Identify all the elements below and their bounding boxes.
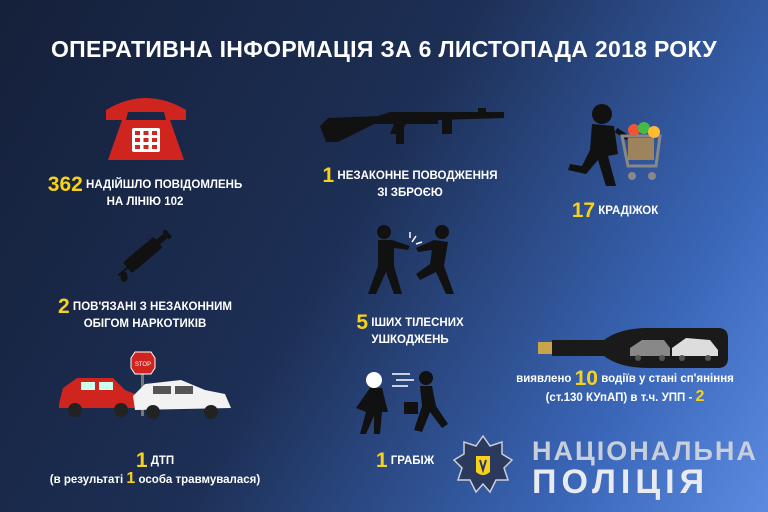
robbery-icon bbox=[352, 368, 452, 443]
logo-line2: ПОЛІЦІЯ bbox=[532, 463, 710, 501]
police-badge-icon bbox=[452, 434, 514, 501]
weapons-label: НЕЗАКОННЕ ПОВОДЖЕННЯ bbox=[337, 170, 498, 182]
fight-icon bbox=[360, 222, 460, 301]
thefts-stat bbox=[550, 200, 680, 221]
drunk-number: 10 bbox=[574, 367, 598, 390]
accidents-line2-suffix: особа травмувалася) bbox=[138, 474, 261, 486]
drunk-upp-number: 2 bbox=[695, 388, 705, 405]
weapons-label-2: ЗІ ЗБРОЄЮ bbox=[377, 187, 443, 199]
injuries-number: 5 bbox=[356, 311, 369, 334]
svg-text:STOP: STOP bbox=[134, 362, 152, 368]
car-crash-icon bbox=[55, 350, 235, 435]
drugs-number: 2 bbox=[58, 295, 70, 318]
calls-label-2: НА ЛІНІЮ 102 bbox=[106, 196, 184, 208]
robbery-label: ГРАБІЖ bbox=[390, 455, 435, 467]
thefts-label: КРАДІЖОК bbox=[598, 205, 659, 217]
drunk-prefix: виявлено bbox=[516, 373, 572, 385]
robbery-stat bbox=[350, 450, 460, 471]
calls-stat bbox=[30, 174, 260, 210]
police-logo-text bbox=[532, 436, 762, 502]
thief-cart-icon bbox=[560, 100, 670, 197]
syringe-icon bbox=[110, 222, 180, 289]
weapons-number: 1 bbox=[322, 164, 335, 187]
page-title: ОПЕРАТИВНА ІНФОРМАЦІЯ ЗА 6 ЛИСТОПАДА 2018 РОКУ bbox=[50, 36, 718, 62]
drunk-stat bbox=[490, 368, 760, 406]
accidents-stat bbox=[25, 450, 285, 488]
injuries-label-2: УШКОДЖЕНЬ bbox=[371, 334, 449, 346]
drugs-stat bbox=[40, 296, 250, 332]
accidents-label: ДТП bbox=[150, 455, 175, 467]
thefts-number: 17 bbox=[571, 199, 596, 222]
accidents-number: 1 bbox=[135, 449, 148, 472]
weapons-stat bbox=[300, 165, 520, 201]
injuries-label: ІШИХ ТІЛЕСНИХ bbox=[371, 317, 464, 329]
drugs-label-2: ОБІГОМ НАРКОТИКІВ bbox=[83, 318, 207, 330]
drugs-label: ПОВ'ЯЗАНІ З НЕЗАКОННИМ bbox=[72, 301, 232, 313]
robbery-number: 1 bbox=[375, 449, 388, 472]
drunk-suffix: водіїв у стані сп'яніння bbox=[601, 373, 734, 385]
injuries-stat bbox=[330, 312, 490, 348]
accidents-line2-prefix: (в результаті bbox=[49, 474, 124, 486]
drunk-line2: (ст.130 КУпАП) в т.ч. УПП - bbox=[545, 392, 693, 404]
logo-line1: НАЦІОНАЛЬНА bbox=[532, 436, 758, 466]
calls-number: 362 bbox=[47, 173, 83, 196]
submachine-gun-icon bbox=[318, 100, 508, 153]
calls-label: НАДІЙШЛО ПОВІДОМЛЕНЬ bbox=[86, 179, 243, 191]
accidents-injured-number: 1 bbox=[126, 470, 136, 487]
telephone-icon bbox=[100, 90, 192, 167]
